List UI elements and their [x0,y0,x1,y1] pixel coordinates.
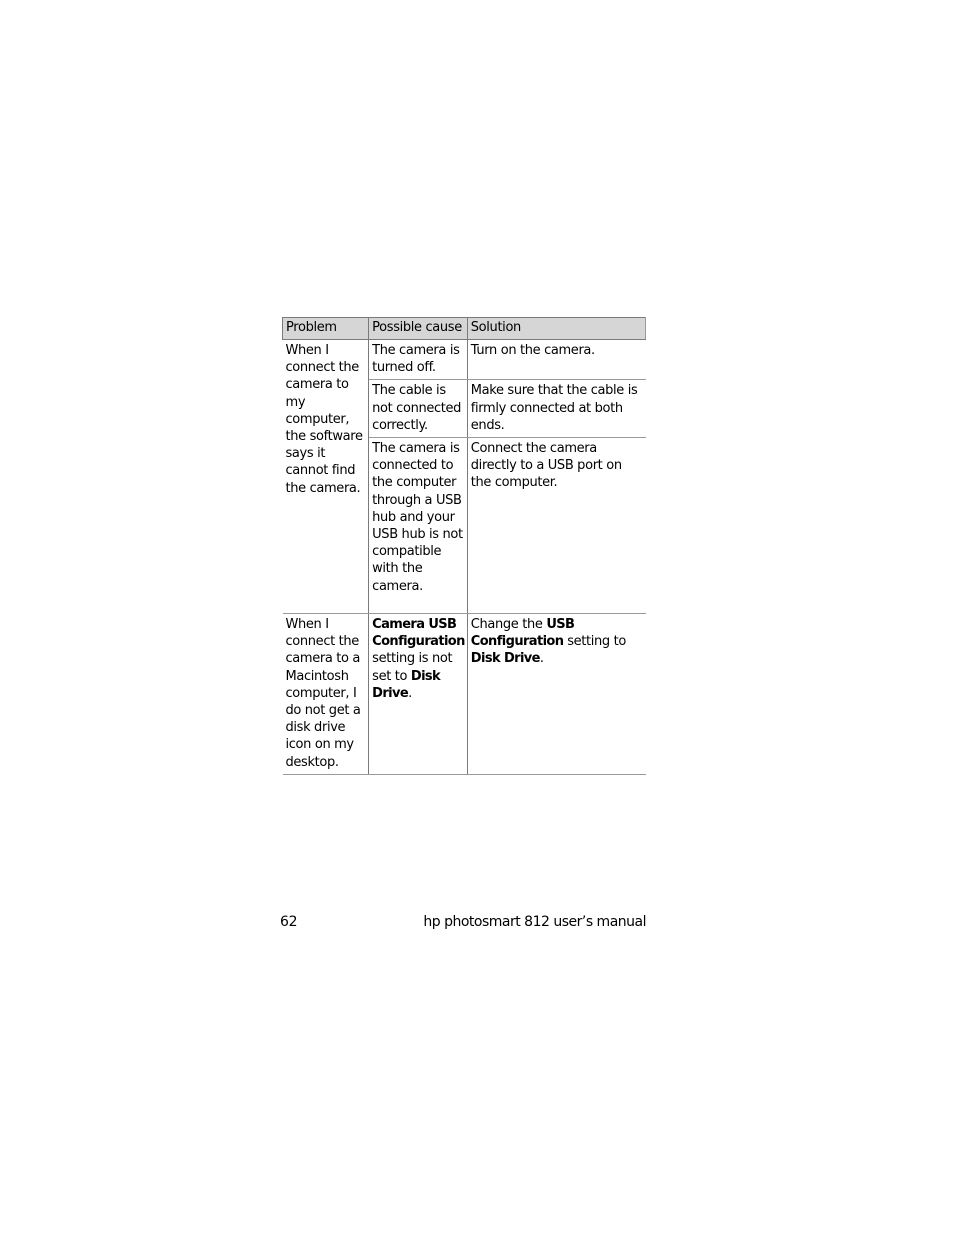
header-row [283,318,646,340]
header-problem: Problem [283,318,369,340]
bold-setting-name: Camera USB Configuration [372,617,465,650]
page-number: 62 [280,914,298,930]
solution-text: Change the [470,617,547,633]
bold-setting-value: Disk Drive [372,668,441,701]
bold-setting-value: Disk Drive [470,651,540,667]
troubleshooting-table [282,317,646,775]
solution-cell: Make sure that the cable is firmly connected at both ends. [467,380,645,438]
manual-title: hp photosmart 812 user’s manual [423,914,646,930]
table-header [283,318,646,340]
table-row [283,340,646,380]
cause-cell: The cable is not connected correctly. [369,380,468,438]
header-solution: Solution [467,318,645,340]
problem-cell: When I connect the camera to my computer, the software says it cannot find the camera. [283,340,369,614]
table-row [283,614,646,775]
cause-text: setting is not set to [372,651,453,684]
solution-text-end: . [539,651,544,667]
problem-cell: When I connect the camera to a Macintosh computer, I do not get a disk drive icon on my desktop. [283,614,369,775]
cause-cell: The camera is connected to the computer through a USB hub and your USB hub is not compatible with the camera. [369,438,468,614]
cause-cell: The camera is turned off. [369,340,468,380]
cause-cell [369,614,468,775]
solution-cell: Connect the camera directly to a USB port on the computer. [467,438,645,614]
cause-text-end: . [408,685,412,701]
solution-cell: Turn on the camera. [467,340,645,380]
header-possible-cause: Possible cause [369,318,468,340]
table-body [283,340,646,775]
solution-text-mid: setting to [563,634,626,650]
bold-setting-name: USB Configuration [470,617,575,650]
solution-cell [467,614,645,775]
